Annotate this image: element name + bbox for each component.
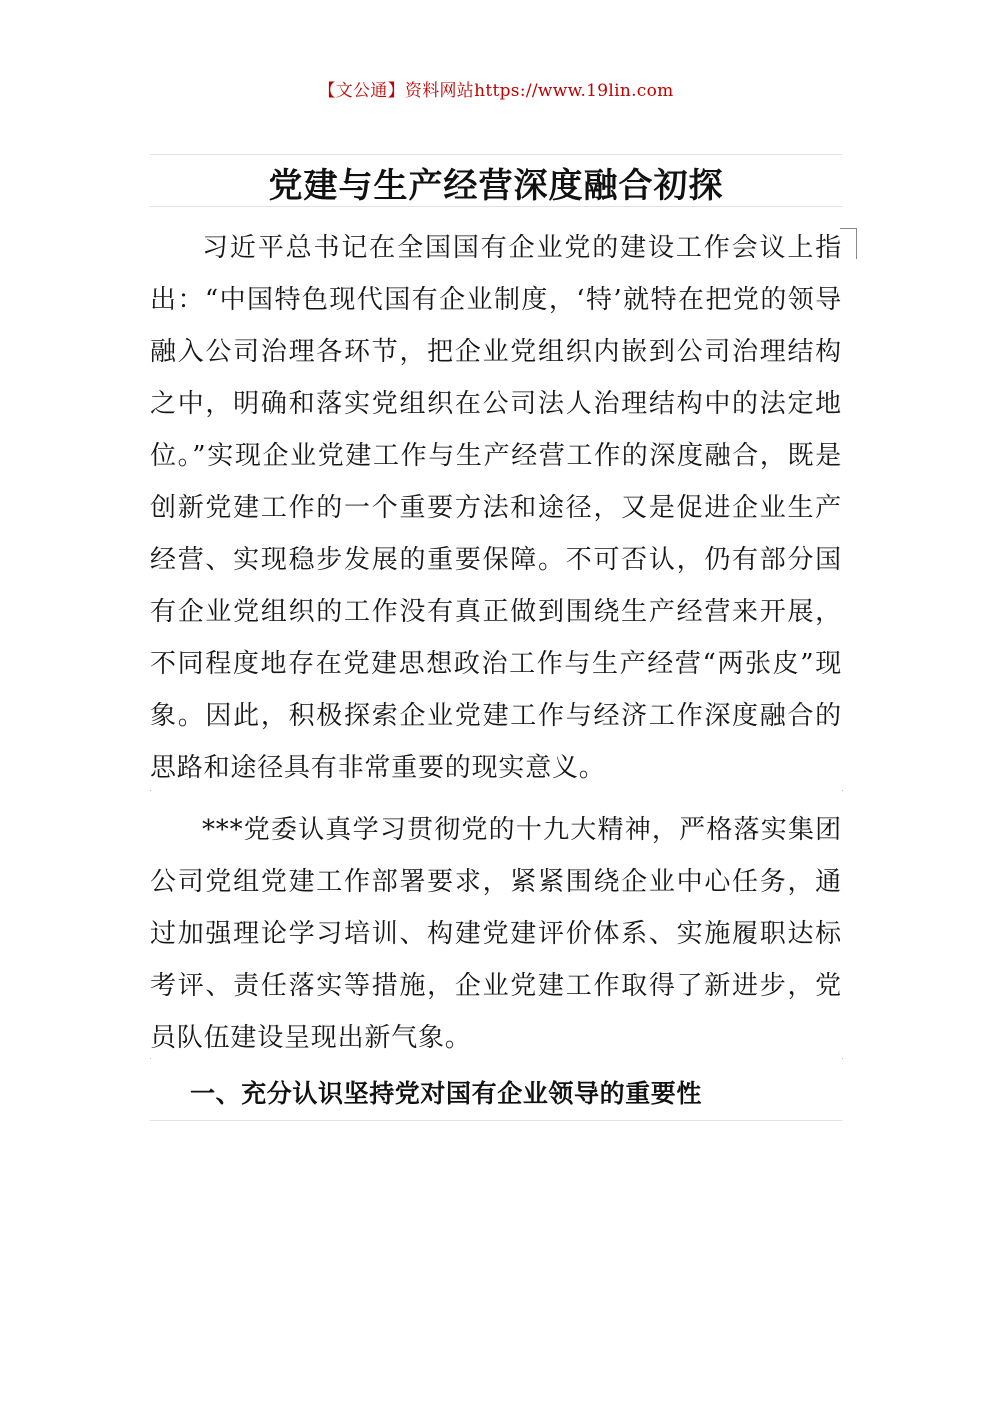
body-paragraph-1: 习近平总书记在全国国有企业党的建设工作会议上指出：“中国特色现代国有企业制度，‘特’就特在把党的领导融入公司治理各环节，把企业党组织内嵌到公司治理结构之中，明确和落实党组织在公司法人治理结构中的法定地位。”实现企业党建工作与生产经营工作的深度融合，既是创新党建工作的一个重要方法和途径，又是促进企业生产经营、实现稳步发展的重要保障。不可否认，仍有部分国有企业党组织的工作没有真正做到围绕生产经营来开展，不同程度地存在党建思想政治工作与生产经营“两张皮”现象。因此，积极探索企业党建工作与经济工作深度融合的思路和途径具有非常重要的现实意义。 xyxy=(150,233,842,783)
paragraph-mark xyxy=(842,1058,843,1059)
body-paragraph-2: ***党委认真学习贯彻党的十九大精神，严格落实集团公司党组党建工作部署要求，紧紧围绕企业中心任务，通过加强理论学习培训、构建党建评价体系、实施履职达标考评、责任落实等措施，企业党建工作取得了新进步，党员队伍建设呈现出新气象。 xyxy=(150,815,842,1053)
text-boundary-mark xyxy=(840,228,857,259)
paragraph-mark xyxy=(150,790,151,791)
title-top-rule xyxy=(150,154,842,155)
paragraph-mark xyxy=(150,1058,151,1059)
paragraph-mark xyxy=(842,790,843,791)
heading-rule xyxy=(150,1120,842,1121)
document-title: 党建与生产经营深度融合初探 xyxy=(268,166,724,206)
title-bottom-rule xyxy=(150,206,842,207)
section-heading: 一、充分认识坚持党对国有企业领导的重要性 xyxy=(190,1079,703,1108)
source-header: 【文公通】资料网站https://www.19lin.com xyxy=(318,81,674,101)
